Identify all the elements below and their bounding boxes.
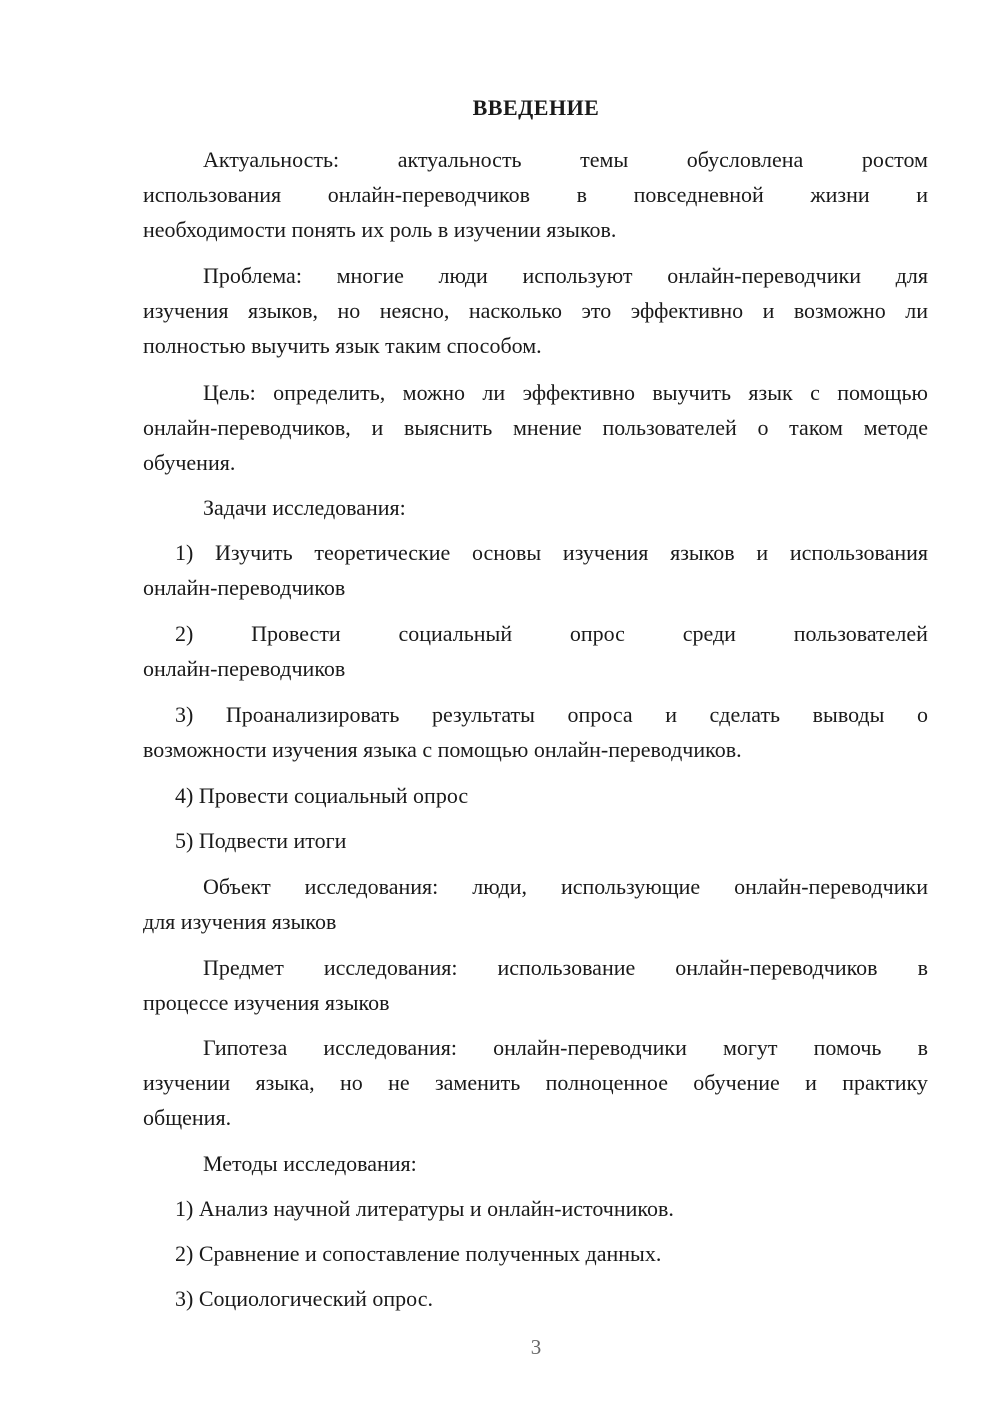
word: могут (722, 1035, 778, 1060)
text-line: Задачи исследования: (203, 495, 406, 520)
word: возможно (793, 298, 886, 323)
word: язык (748, 380, 793, 405)
text-line (143, 869, 928, 904)
word: и (665, 702, 677, 727)
word: Объект (203, 874, 271, 899)
word: Проблема: (203, 263, 302, 288)
paragraph (143, 1236, 928, 1271)
word: можно (402, 380, 466, 405)
paragraph (143, 697, 928, 767)
word: многие (336, 263, 404, 288)
paragraph (143, 258, 928, 363)
text-line (143, 293, 928, 328)
word: таком (789, 415, 843, 440)
word: опрос (569, 621, 625, 646)
text-line (143, 950, 928, 985)
word: для (895, 263, 928, 288)
word: исследования: (323, 955, 458, 980)
word: изучения (143, 298, 229, 323)
page-title: ВВЕДЕНИЕ (472, 95, 600, 120)
word: изучения (562, 540, 649, 565)
word: это (581, 298, 612, 323)
word: Провести (251, 621, 341, 646)
word: о (916, 702, 928, 727)
word: онлайн-переводчики (667, 263, 861, 288)
word: актуальность (397, 147, 522, 172)
word: эффективно (522, 380, 635, 405)
word: насколько (468, 298, 563, 323)
word: но (340, 1070, 363, 1095)
paragraph (143, 535, 928, 605)
paragraph (143, 950, 928, 1020)
word: использования (789, 540, 928, 565)
paragraph (143, 778, 928, 813)
text-line: процессе изучения языков (143, 990, 390, 1015)
word: и (371, 415, 384, 440)
word: языков (670, 540, 735, 565)
word: пользователей (602, 415, 737, 440)
word: и (916, 182, 928, 207)
word: повседневной (633, 182, 764, 207)
word: онлайн-переводчиков (675, 955, 878, 980)
word: выучить (652, 380, 732, 405)
word: люди, (472, 874, 528, 899)
word: Проанализировать (225, 702, 400, 727)
word: исследования: (304, 874, 439, 899)
word: люди (438, 263, 488, 288)
word: онлайн-переводчики (493, 1035, 687, 1060)
word: изучении (143, 1070, 231, 1095)
paragraph (143, 616, 928, 686)
text-line (143, 410, 928, 445)
paragraph (143, 1281, 928, 1316)
word: результаты (432, 702, 535, 727)
word: Цель: (203, 380, 256, 405)
word: обусловлена (686, 147, 804, 172)
page-number: 3 (530, 1335, 542, 1359)
word: темы (580, 147, 629, 172)
word: пользователей (793, 621, 928, 646)
word: используют (522, 263, 633, 288)
word: выводы (812, 702, 885, 727)
word: Актуальность: (203, 147, 340, 172)
text-line (143, 258, 928, 293)
word: исследования: (323, 1035, 457, 1060)
word: в (917, 1035, 928, 1060)
word: в (917, 955, 928, 980)
paragraph (143, 490, 928, 525)
text-line (143, 1065, 928, 1100)
text-line: 5) Подвести итоги (175, 828, 347, 853)
word: теоретические (314, 540, 451, 565)
word: мнение (512, 415, 582, 440)
word: практику (842, 1070, 928, 1095)
word: выяснить (404, 415, 493, 440)
word: языка, (255, 1070, 315, 1095)
word: использования (143, 182, 282, 207)
text-line (143, 177, 928, 212)
paragraph (143, 1191, 928, 1226)
word: ростом (861, 147, 928, 172)
text-line (143, 1030, 928, 1065)
word: основы (471, 540, 542, 565)
paragraph (143, 1030, 928, 1135)
text-line: необходимости понять их роль в изучении языков. (143, 217, 617, 242)
word: определить, (273, 380, 386, 405)
word: но (337, 298, 361, 323)
word: среди (682, 621, 736, 646)
word: 2) (175, 621, 194, 646)
text-line (143, 375, 928, 410)
word: Предмет (203, 955, 284, 980)
word: 1) (175, 540, 194, 565)
text-line (143, 616, 928, 651)
word: онлайн-переводчиков (327, 182, 531, 207)
text-line: онлайн-переводчиков (143, 575, 346, 600)
word: использующие (561, 874, 701, 899)
word: заменить (434, 1070, 521, 1095)
word: в (576, 182, 587, 207)
text-line: онлайн-переводчиков (143, 656, 346, 681)
word: онлайн-переводчики (734, 874, 928, 899)
word: с (810, 380, 820, 405)
text-line (143, 697, 928, 732)
text-line: Методы исследования: (203, 1151, 417, 1176)
word: 3) (175, 702, 194, 727)
word: опроса (567, 702, 633, 727)
paragraph (143, 142, 928, 247)
word: языков, (247, 298, 319, 323)
word: ли (482, 380, 506, 405)
word: и (805, 1070, 817, 1095)
paragraph (143, 1146, 928, 1181)
text-line: общения. (143, 1105, 232, 1130)
word: и (762, 298, 775, 323)
text-line (143, 142, 928, 177)
word: жизни (810, 182, 870, 207)
word: неясно, (379, 298, 450, 323)
word: о (757, 415, 769, 440)
text-line: для изучения языков (143, 909, 337, 934)
word: использование (497, 955, 636, 980)
word: полноценное (545, 1070, 668, 1095)
paragraph (143, 869, 928, 939)
word: социальный (398, 621, 513, 646)
paragraph (143, 375, 928, 480)
word: помочь (813, 1035, 882, 1060)
text-line: 4) Провести социальный опрос (175, 783, 469, 808)
word: и (756, 540, 769, 565)
paragraph (143, 823, 928, 858)
text-line: возможности изучения языка с помощью онлайн-переводчиков. (143, 737, 742, 762)
text-line: обучения. (143, 450, 236, 475)
word: сделать (709, 702, 781, 727)
word: Изучить (215, 540, 293, 565)
text-line (143, 535, 928, 570)
text-line: 2) Сравнение и сопоставление полученных данных. (175, 1241, 662, 1266)
word: Гипотеза (203, 1035, 288, 1060)
word: обучение (693, 1070, 780, 1095)
word: ли (905, 298, 928, 323)
text-line: 3) Социологический опрос. (175, 1286, 433, 1311)
text-line: полностью выучить язык таким способом. (143, 333, 542, 358)
word: онлайн-переводчиков, (143, 415, 351, 440)
text-line: 1) Анализ научной литературы и онлайн-источников. (175, 1196, 674, 1221)
word: эффективно (630, 298, 744, 323)
word: методе (863, 415, 928, 440)
word: помощью (837, 380, 928, 405)
word: не (388, 1070, 410, 1095)
